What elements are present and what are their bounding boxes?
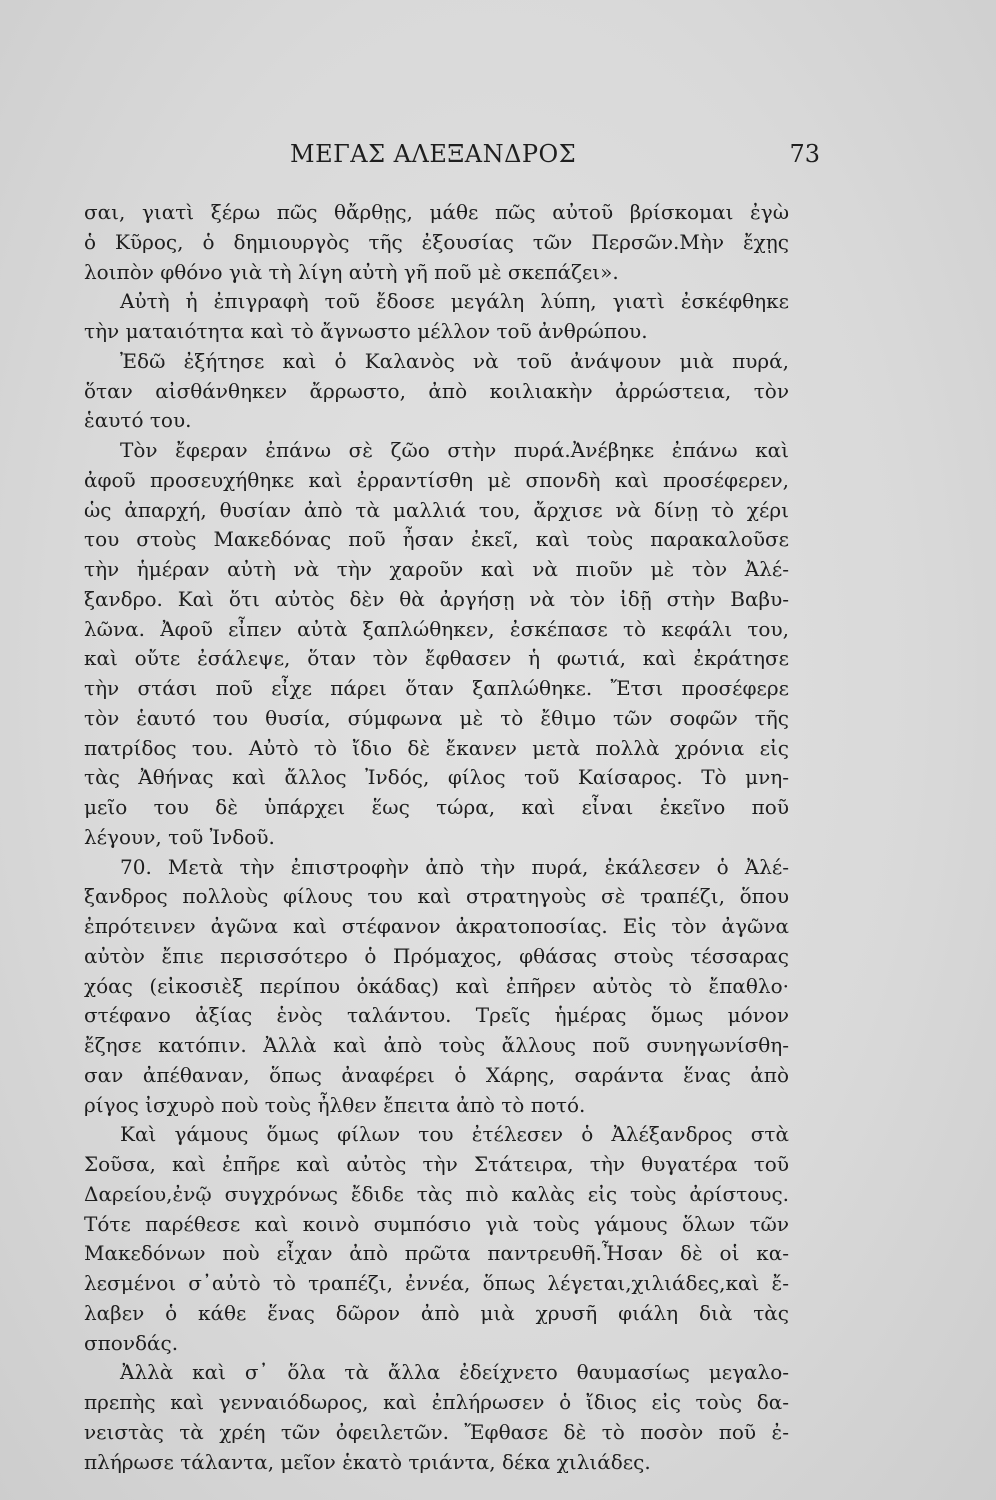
text-line: σπονδάς. [84,1330,179,1355]
text-line: καὶ οὔτε ἐσάλεψε, ὅταν τὸν ἔφθασεν ἡ φωτιά, καὶ ἐκράτησε [84,646,789,671]
text-line: λῶνα. Ἀφοῦ εἶπεν αὐτὰ ξαπλώθηκεν, ἐσκέπασε τὸ κεφάλι του, [84,616,789,641]
text-line: ξανδρος πολλοὺς φίλους του καὶ στρατηγοὺς σὲ τραπέζι, ὅπου [84,884,789,909]
text-line: ὅταν αἰσθάνθηκεν ἄρρωστο, ἀπὸ κοιλιακὴν ἀρρώστεια, τὸν [84,378,789,403]
page-header [80,140,820,176]
text-line: Τότε παρέθεσε καὶ κοινὸ συμπόσιο γιὰ τοὺς γάμους ὅλων τῶν [84,1211,789,1236]
text-line: ὁ Κῦρος, ὁ δημιουργὸς τῆς ἐξουσίας τῶν Περσῶν.Μὴν ἔχῃς [84,229,789,254]
text-line: Αὐτὴ ἡ ἐπιγραφὴ τοῦ ἔδοσε μεγάλη λύπη, γιατὶ ἐσκέφθηκε [120,289,789,314]
text-line: Σοῦσα, καὶ ἐπῆρε καὶ αὐτὸς τὴν Στάτειρα, τὴν θυγατέρα τοῦ [84,1152,789,1176]
text-line: τὰς Ἀθήνας καὶ ἄλλος Ἰνδός, φίλος τοῦ Καίσαρος. Τὸ μνη- [84,765,789,790]
text-line: σαι, γιατὶ ξέρω πῶς θἄρθῃς, μάθε πῶς αὐτοῦ βρίσκομαι ἐγὼ [84,200,789,224]
text-line: λέγουν, τοῦ Ἰνδοῦ. [84,824,275,849]
text-line: ρίγος ἰσχυρὸ ποὺ τοὺς ἦλθεν ἔπειτα ἀπὸ τὸ ποτό. [84,1092,586,1117]
text-line: αὐτὸν ἔπιε περισσότερο ὁ Πρόμαχος, φθάσας στοὺς τέσσαρας [84,943,789,968]
text-line: 70. Μετὰ τὴν ἐπιστροφὴν ἀπὸ τὴν πυρά, ἐκάλεσεν ὁ Ἀλέ- [120,854,789,879]
text-line: του στοὺς Μακεδόνας ποῦ ἦσαν ἐκεῖ, καὶ τοὺς παρακαλοῦσε [84,527,789,552]
text-line: λεσμένοι σ᾽αὐτὸ τὸ τραπέζι, ἐννέα, ὅπως λέγεται,χιλιάδες,καὶ ἔ- [84,1271,789,1295]
text-line: λαβεν ὁ κάθε ἕνας δῶρον ἀπὸ μιὰ χρυσῆ φιάλη διὰ τὰς [84,1300,789,1325]
text-line: χόας (εἰκοσιὲξ περίπου ὀκάδας) καὶ ἐπῆρεν αὐτὸς τὸ ἔπαθλο· [84,973,789,998]
text-line: σαν ἀπέθαναν, ὅπως ἀναφέρει ὁ Χάρης, σαράντα ἕνας ἀπὸ [84,1062,789,1087]
text-line: στέφανο ἀξίας ἑνὸς ταλάντου. Τρεῖς ἡμέρας ὅμως μόνον [84,1003,789,1028]
page-number: 73 [789,140,820,168]
text-line: ἔζησε κατόπιν. Ἀλλὰ καὶ ἀπὸ τοὺς ἄλλους ποῦ συνηγωνίσθη- [84,1033,789,1057]
text-line: Τὸν ἔφεραν ἐπάνω σὲ ζῶο στὴν πυρά.Ἀνέβηκε ἐπάνω καὶ [120,438,789,462]
text-line: ἐπρότεινεν ἀγῶνα καὶ στέφανον ἀκρατοποσίας. Εἰς τὸν ἀγῶνα [84,914,789,938]
running-title: ΜΕΓΑΣ ΑΛΕΞΑΝΔΡΟΣ [290,140,577,168]
text-line: τὴν στάσι ποῦ εἶχε πάρει ὅταν ξαπλώθηκε. Ἔτσι προσέφερε [84,676,789,700]
text-line: πλήρωσε τάλαντα, μεῖον ἑκατὸ τριάντα, δέκα χιλιάδες. [84,1449,651,1474]
text-line: τὴν ματαιότητα καὶ τὸ ἄγνωστο μέλλον τοῦ ἀνθρώπου. [84,319,648,343]
body-text [84,198,789,1477]
text-line: ὡς ἀπαρχή, θυσίαν ἀπὸ τὰ μαλλιά του, ἄρχισε νὰ δίνῃ τὸ χέρι [84,497,789,522]
text-line: τὸν ἑαυτό του θυσία, σύμφωνα μὲ τὸ ἔθιμο τῶν σοφῶν τῆς [84,705,789,730]
text-line: Ἀλλὰ καὶ σ᾽ ὅλα τὰ ἄλλα ἐδείχνετο θαυμασίως μεγαλο- [120,1360,789,1385]
text-line: μεῖο του δὲ ὑπάρχει ἕως τώρα, καὶ εἶναι ἐκεῖνο ποῦ [84,795,789,819]
text-line: πρεπὴς καὶ γενναιόδωρος, καὶ ἐπλήρωσεν ὁ ἴδιος εἰς τοὺς δα- [84,1390,789,1414]
text-line: ἑαυτό του. [84,408,192,433]
text-line: νειστὰς τὰ χρέη τῶν ὀφειλετῶν. Ἔφθασε δὲ τὸ ποσὸν ποῦ ἐ- [84,1419,789,1444]
text-line: Δαρείου,ἐνῷ συγχρόνως ἔδιδε τὰς πιὸ καλὰς εἰς τοὺς ἀρίστους. [84,1181,789,1206]
text-line: Καὶ γάμους ὅμως φίλων του ἐτέλεσεν ὁ Ἀλέξανδρος στὰ [120,1122,789,1147]
text-line: τὴν ἡμέραν αὐτὴ νὰ τὴν χαροῦν καὶ νὰ πιοῦν μὲ τὸν Ἀλέ- [84,557,789,581]
text-line: πατρίδος του. Αὐτὸ τὸ ἴδιο δὲ ἔκανεν μετὰ πολλὰ χρόνια εἰς [84,735,789,760]
text-line: λοιπὸν φθόνο γιὰ τὴ λίγη αὐτὴ γῆ ποῦ μὲ σκεπάζει». [84,259,619,284]
text-line: ἀφοῦ προσευχήθηκε καὶ ἐρραντίσθη μὲ σπονδὴ καὶ προσέφερεν, [84,467,789,492]
text-line: ξανδρο. Καὶ ὅτι αὐτὸς δὲν θὰ ἀργήσῃ νὰ τὸν ἰδῇ στὴν Βαβυ- [84,586,789,611]
text-line: Μακεδόνων ποὺ εἶχαν ἀπὸ πρῶτα παντρευθῆ.Ἦσαν δὲ οἱ κα- [84,1241,789,1266]
text-line: Ἐδῶ ἐξήτησε καὶ ὁ Καλανὸς νὰ τοῦ ἀνάψουν μιὰ πυρά, [120,348,789,373]
